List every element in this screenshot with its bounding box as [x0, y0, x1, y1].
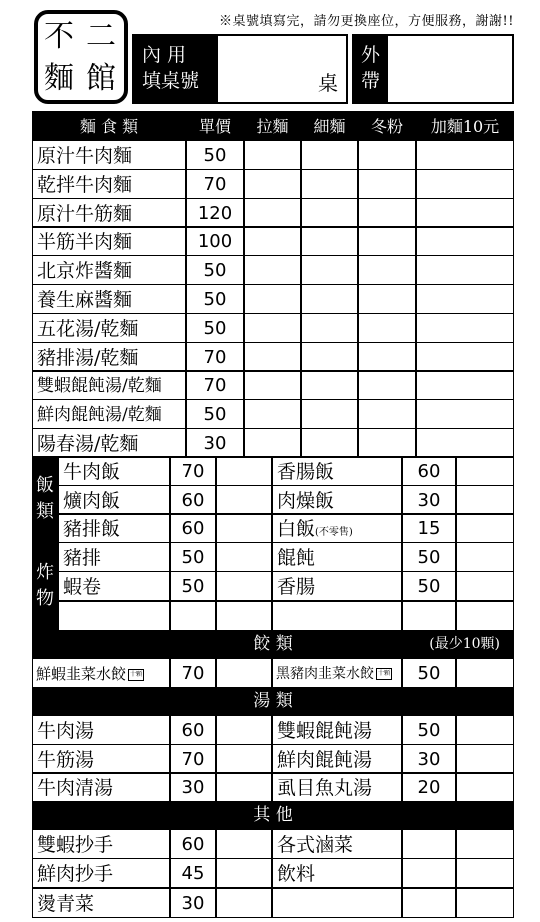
- thin-noodle-qty-cell[interactable]: [301, 399, 358, 429]
- ramen-qty-cell[interactable]: [244, 399, 301, 429]
- vermicelli-qty-cell[interactable]: [358, 428, 416, 458]
- vermicelli-qty-cell[interactable]: [358, 370, 416, 400]
- rice-item-right[interactable]: 白飯(不零售): [272, 513, 402, 543]
- fried-qty-left[interactable]: [216, 601, 272, 631]
- extra-noodle-qty-cell[interactable]: [416, 428, 514, 458]
- rice-side-label: 飯 類: [32, 456, 58, 542]
- rice-item-left[interactable]: 牛肉飯: [58, 456, 170, 486]
- thin-noodle-qty-cell[interactable]: [301, 370, 358, 400]
- dumpling-price: 50: [402, 658, 456, 688]
- soup-item-left[interactable]: 牛肉清湯: [32, 772, 170, 802]
- noodle-item-name[interactable]: 乾拌牛肉麵: [32, 169, 186, 199]
- ramen-qty-cell[interactable]: [244, 342, 301, 372]
- rice-price-right: 15: [402, 513, 456, 543]
- fried-qty-left[interactable]: [216, 571, 272, 601]
- noodle-item-price: 30: [186, 428, 244, 458]
- thin-noodle-qty-cell[interactable]: [301, 226, 358, 256]
- dumpling-qty[interactable]: [216, 658, 272, 688]
- thin-noodle-qty-cell[interactable]: [301, 342, 358, 372]
- soup-qty-right[interactable]: [456, 744, 514, 774]
- soup-price-right: 30: [402, 744, 456, 774]
- fried-price-left: 50: [170, 571, 216, 601]
- fried-item-left[interactable]: [58, 601, 170, 631]
- fried-qty-left[interactable]: [216, 542, 272, 572]
- other-price-right: [402, 858, 456, 888]
- other-item-right[interactable]: [272, 888, 402, 918]
- ramen-qty-cell[interactable]: [244, 370, 301, 400]
- soup-item-right[interactable]: 虱目魚丸湯: [272, 772, 402, 802]
- fried-item-right[interactable]: 香腸: [272, 571, 402, 601]
- ramen-qty-cell[interactable]: [244, 140, 301, 170]
- other-qty-left[interactable]: [216, 829, 272, 859]
- soup-price-left: 70: [170, 744, 216, 774]
- soup-price-right: 20: [402, 772, 456, 802]
- fried-item-right[interactable]: [272, 601, 402, 631]
- extra-noodle-qty-cell[interactable]: [416, 198, 514, 228]
- thin-noodle-qty-cell[interactable]: [301, 313, 358, 343]
- extra-noodle-qty-cell[interactable]: [416, 169, 514, 199]
- noodle-item-name[interactable]: 半筋半肉麵: [32, 226, 186, 256]
- extra-noodle-qty-cell[interactable]: [416, 226, 514, 256]
- thin-noodle-qty-cell[interactable]: [301, 198, 358, 228]
- rice-qty-right[interactable]: [456, 513, 514, 543]
- other-price-left: 60: [170, 829, 216, 859]
- thin-noodle-qty-cell[interactable]: [301, 428, 358, 458]
- header-ramen: 拉麵: [244, 111, 301, 140]
- soup-price-left: 30: [170, 772, 216, 802]
- other-price-right: [402, 829, 456, 859]
- soup-qty-right[interactable]: [456, 715, 514, 745]
- other-item-left[interactable]: 鮮肉抄手: [32, 858, 170, 888]
- other-qty-right[interactable]: [456, 829, 514, 859]
- fried-side-label: 炸 物: [32, 542, 58, 630]
- vermicelli-qty-cell[interactable]: [358, 313, 416, 343]
- noodle-item-name[interactable]: 養生麻醬麵: [32, 284, 186, 314]
- header-extra-noodle: 加麵10元: [416, 111, 514, 140]
- extra-noodle-qty-cell[interactable]: [416, 313, 514, 343]
- take-out-label: 外 帶: [354, 36, 388, 102]
- other-item-right[interactable]: 各式滷菜: [272, 829, 402, 859]
- dumpling-item[interactable]: 黑豬肉韭菜水餃 十顆: [272, 658, 402, 688]
- noodle-item-price: 50: [186, 140, 244, 170]
- soup-qty-left[interactable]: [216, 715, 272, 745]
- noodle-item-name[interactable]: 北京炸醬麵: [32, 255, 186, 285]
- logo-char: 二: [86, 19, 116, 54]
- logo-char: 麵: [44, 61, 74, 96]
- logo-char: 不: [44, 19, 74, 54]
- soup-qty-right[interactable]: [456, 772, 514, 802]
- take-out-box[interactable]: [352, 34, 514, 104]
- extra-noodle-qty-cell[interactable]: [416, 284, 514, 314]
- fried-price-right: 50: [402, 542, 456, 572]
- header-thin-noodle: 細麵: [301, 111, 358, 140]
- fried-item-right[interactable]: 餛飩: [272, 542, 402, 572]
- other-price-left: 45: [170, 858, 216, 888]
- fried-price-right: [402, 601, 456, 631]
- restaurant-logo: [34, 10, 128, 104]
- noodle-item-name[interactable]: 原汁牛筋麵: [32, 198, 186, 228]
- dumpling-item[interactable]: 鮮蝦韭菜水餃 十顆: [32, 658, 170, 688]
- ramen-qty-cell[interactable]: [244, 284, 301, 314]
- logo-char: 館: [86, 61, 116, 96]
- item-note: (不零售): [315, 527, 353, 538]
- noodle-item-name[interactable]: 鮮肉餛飩湯/乾麵: [32, 399, 186, 429]
- dine-in-label: 內 用 填桌號: [134, 36, 218, 102]
- vermicelli-qty-cell[interactable]: [358, 284, 416, 314]
- dumpling-qty[interactable]: [456, 658, 514, 688]
- extra-noodle-qty-cell[interactable]: [416, 255, 514, 285]
- vermicelli-qty-cell[interactable]: [358, 399, 416, 429]
- soup-item-right[interactable]: 雙蝦餛飩湯: [272, 715, 402, 745]
- other-qty-left[interactable]: [216, 858, 272, 888]
- noodle-item-price: 50: [186, 255, 244, 285]
- ramen-qty-cell[interactable]: [244, 428, 301, 458]
- rice-qty-right[interactable]: [456, 456, 514, 486]
- fried-price-left: 50: [170, 542, 216, 572]
- notice-text: ※桌號填寫完，請勿更換座位，方便服務，謝謝!!: [219, 14, 514, 29]
- dumpling-header: [32, 630, 514, 658]
- rice-price-right: 30: [402, 485, 456, 515]
- noodle-item-price: 50: [186, 284, 244, 314]
- fried-qty-right[interactable]: [456, 571, 514, 601]
- thin-noodle-qty-cell[interactable]: [301, 284, 358, 314]
- soup-item-left[interactable]: 牛肉湯: [32, 715, 170, 745]
- rice-item-left[interactable]: 爌肉飯: [58, 485, 170, 515]
- thin-noodle-qty-cell[interactable]: [301, 169, 358, 199]
- soup-price-left: 60: [170, 715, 216, 745]
- other-price-right: [402, 888, 456, 918]
- other-header: 其 他: [32, 801, 514, 829]
- vermicelli-qty-cell[interactable]: [358, 140, 416, 170]
- rice-item-right[interactable]: 肉燥飯: [272, 485, 402, 515]
- other-item-right[interactable]: 飲料: [272, 858, 402, 888]
- rice-qty-left[interactable]: [216, 513, 272, 543]
- noodle-item-price: 70: [186, 370, 244, 400]
- badge-ten: 十顆: [376, 668, 392, 680]
- ramen-qty-cell[interactable]: [244, 169, 301, 199]
- fried-qty-right[interactable]: [456, 542, 514, 572]
- vermicelli-qty-cell[interactable]: [358, 255, 416, 285]
- vermicelli-qty-cell[interactable]: [358, 169, 416, 199]
- fried-item-left[interactable]: 豬排: [58, 542, 170, 572]
- table-unit: 桌: [318, 71, 338, 95]
- noodle-item-name[interactable]: 豬排湯/乾麵: [32, 342, 186, 372]
- fried-item-left[interactable]: 蝦卷: [58, 571, 170, 601]
- header-price: 單價: [186, 111, 244, 140]
- extra-noodle-qty-cell[interactable]: [416, 342, 514, 372]
- header-vermicelli: 冬粉: [358, 111, 416, 140]
- soup-item-right[interactable]: 鮮肉餛飩湯: [272, 744, 402, 774]
- noodle-item-price: 50: [186, 313, 244, 343]
- rice-qty-left[interactable]: [216, 485, 272, 515]
- noodle-header-name: 麵 食 類: [32, 111, 186, 140]
- noodle-item-name[interactable]: 雙蝦餛飩湯/乾麵: [32, 370, 186, 400]
- rice-item-right[interactable]: 香腸飯: [272, 456, 402, 486]
- noodle-item-price: 120: [186, 198, 244, 228]
- extra-noodle-qty-cell[interactable]: [416, 399, 514, 429]
- soup-qty-left[interactable]: [216, 744, 272, 774]
- thin-noodle-qty-cell[interactable]: [301, 255, 358, 285]
- vermicelli-qty-cell[interactable]: [358, 198, 416, 228]
- badge-ten: 十顆: [128, 669, 144, 681]
- other-qty-left[interactable]: [216, 888, 272, 918]
- ramen-qty-cell[interactable]: [244, 198, 301, 228]
- rice-price-left: 70: [170, 456, 216, 486]
- noodle-item-name[interactable]: 原汁牛肉麵: [32, 140, 186, 170]
- other-qty-right[interactable]: [456, 888, 514, 918]
- other-qty-right[interactable]: [456, 858, 514, 888]
- fried-price-right: 50: [402, 571, 456, 601]
- noodle-item-price: 70: [186, 169, 244, 199]
- noodle-item-name[interactable]: 五花湯/乾麵: [32, 313, 186, 343]
- dumpling-title: 餃 類: [253, 634, 293, 654]
- soup-price-right: 50: [402, 715, 456, 745]
- ramen-qty-cell[interactable]: [244, 255, 301, 285]
- thin-noodle-qty-cell[interactable]: [301, 140, 358, 170]
- fried-qty-right[interactable]: [456, 601, 514, 631]
- soup-header: 湯 類: [32, 688, 514, 715]
- soup-item-left[interactable]: 牛筋湯: [32, 744, 170, 774]
- dumpling-note: (最少10顆): [429, 636, 500, 652]
- ramen-qty-cell[interactable]: [244, 226, 301, 256]
- ramen-qty-cell[interactable]: [244, 313, 301, 343]
- noodle-item-price: 100: [186, 226, 244, 256]
- noodle-item-price: 50: [186, 399, 244, 429]
- other-price-left: 30: [170, 888, 216, 918]
- rice-price-left: 60: [170, 513, 216, 543]
- other-item-left[interactable]: 燙青菜: [32, 888, 170, 918]
- vermicelli-qty-cell[interactable]: [358, 342, 416, 372]
- noodle-item-price: 70: [186, 342, 244, 372]
- rice-price-left: 60: [170, 485, 216, 515]
- dumpling-price: 70: [170, 658, 216, 688]
- soup-qty-left[interactable]: [216, 772, 272, 802]
- fried-price-left: [170, 601, 216, 631]
- noodle-item-name[interactable]: 陽春湯/乾麵: [32, 428, 186, 458]
- rice-item-left[interactable]: 豬排飯: [58, 513, 170, 543]
- extra-noodle-qty-cell[interactable]: [416, 140, 514, 170]
- rice-qty-right[interactable]: [456, 485, 514, 515]
- vermicelli-qty-cell[interactable]: [358, 226, 416, 256]
- extra-noodle-qty-cell[interactable]: [416, 370, 514, 400]
- dine-in-box[interactable]: [132, 34, 348, 104]
- rice-qty-left[interactable]: [216, 456, 272, 486]
- other-item-left[interactable]: 雙蝦抄手: [32, 829, 170, 859]
- rice-price-right: 60: [402, 456, 456, 486]
